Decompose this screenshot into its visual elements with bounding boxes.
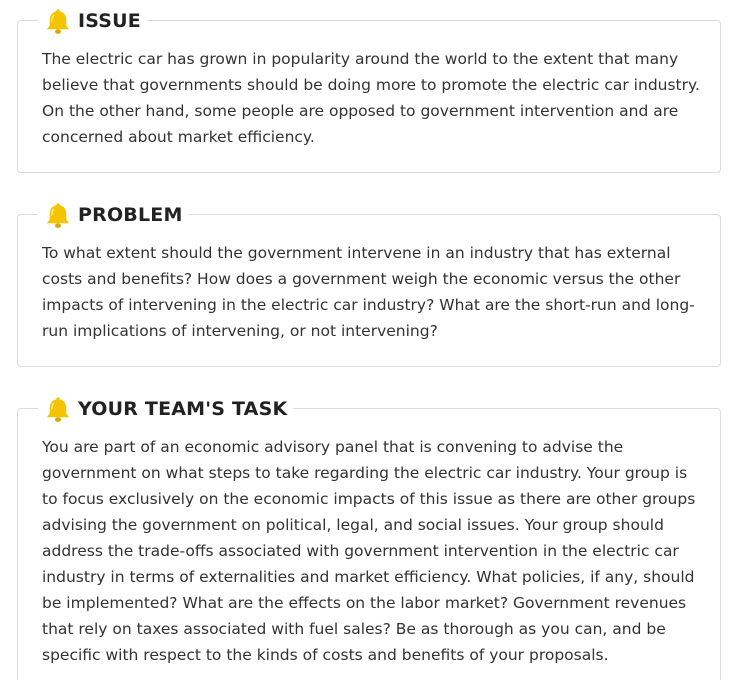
section-text: The electric car has grown in popularity around the world to the extent that many believe that governments should be doing more to promote the electric car industry. On the other hand, some people are opposed to government intervention and are concerned about market efficiency.	[42, 50, 700, 146]
section-text: To what extent should the government intervene in an industry that has external costs and benefits? How does a government weigh the economic versus the other impacts of intervening in the electric car industry? What are the short-run and long-run implications of intervening, or not intervening?	[42, 244, 695, 340]
issue-section	[17, 10, 721, 173]
section-title: PROBLEM	[78, 204, 183, 226]
section-text: You are part of an economic advisory panel that is convening to advise the government on what steps to take regarding the electric car industry. Your group is to focus exclusively on the economic impacts of this issue as there are other groups advising the government on political, legal, and social issues. Your group should address the trade-offs associated with government intervention in the electric car industry in terms of externalities and market efficiency. What policies, if any, should be implemented? What are the effects on the labor market? Government revenues that rely on taxes associated with fuel sales? Be as thorough as you can, and be specific with respect to the kinds of costs and benefits of your proposals.	[42, 438, 696, 664]
problem-section	[17, 204, 721, 367]
team-task-section	[17, 398, 721, 680]
bell-icon	[42, 200, 74, 230]
bell-icon	[42, 6, 74, 36]
issue-heading	[38, 6, 147, 36]
team-task-heading	[38, 394, 293, 424]
section-title: ISSUE	[78, 10, 141, 32]
bell-icon	[42, 394, 74, 424]
problem-heading	[38, 200, 189, 230]
section-title: YOUR TEAM'S TASK	[78, 398, 288, 420]
